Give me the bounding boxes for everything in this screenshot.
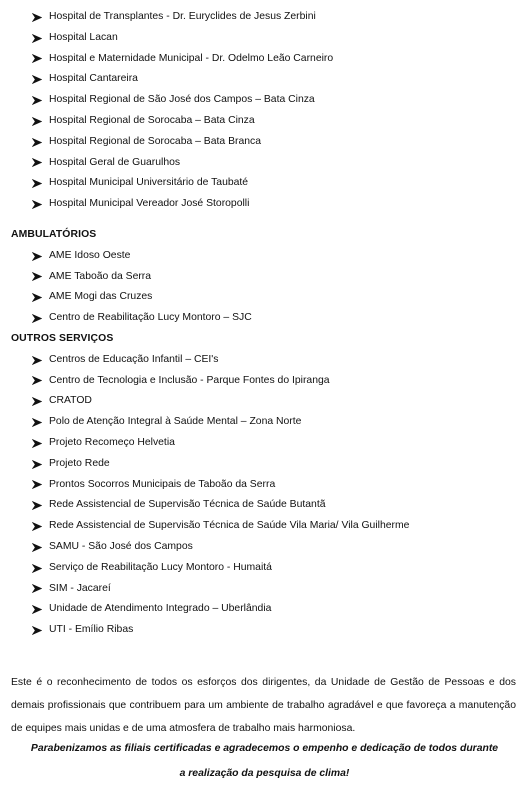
list-item-label: Unidade de Atendimento Integrado – Uberlândia bbox=[49, 603, 272, 615]
list-item-label: UTI - Emílio Ribas bbox=[49, 624, 134, 636]
list-item-label: Polo de Atenção Integral à Saúde Mental – Zona Norte bbox=[49, 416, 302, 428]
list-item bbox=[0, 111, 529, 132]
arrowhead-bullet-icon bbox=[31, 599, 43, 620]
section-title-outros-servicos: OUTROS SERVIÇOS bbox=[11, 333, 114, 344]
list-item bbox=[0, 433, 529, 454]
list-item-label: SAMU - São José dos Campos bbox=[49, 540, 193, 552]
list-item bbox=[0, 49, 529, 70]
list-item bbox=[0, 454, 529, 475]
hospitais-section bbox=[0, 7, 529, 215]
list-item bbox=[0, 620, 529, 641]
list-item bbox=[0, 90, 529, 111]
recognition-paragraph: Este é o reconhecimento de todos os esforços dos dirigentes, da Unidade de Gestão de Pessoas e dos demais profissionais que contribuem para um ambiente de trabalho agradável e que favoreça a manutenção de equipes mais unidas e de uma atmosfera de trabalho mais harmoniosa. bbox=[11, 677, 516, 735]
list-item-label: Projeto Recomeço Helvetia bbox=[49, 436, 175, 448]
list-item-label: Projeto Rede bbox=[49, 457, 110, 469]
outros-servicos-list bbox=[0, 350, 529, 641]
list-item-label: Hospital e Maternidade Municipal - Dr. Odelmo Leão Carneiro bbox=[49, 52, 334, 64]
arrowhead-bullet-icon bbox=[31, 132, 43, 153]
list-item bbox=[0, 267, 529, 288]
list-item-label: SIM - Jacareí bbox=[49, 582, 111, 594]
arrowhead-bullet-icon bbox=[31, 371, 43, 392]
list-item bbox=[0, 371, 529, 392]
arrowhead-bullet-icon bbox=[31, 69, 43, 90]
list-item-label: Hospital Municipal Vereador José Storopolli bbox=[49, 198, 250, 210]
arrowhead-bullet-icon bbox=[31, 111, 43, 132]
hospitais-list bbox=[0, 7, 529, 215]
list-item-label: Rede Assistencial de Supervisão Técnica de Saúde Butantã bbox=[49, 499, 326, 511]
list-item bbox=[0, 579, 529, 600]
list-item bbox=[0, 287, 529, 308]
list-item bbox=[0, 391, 529, 412]
list-item-label: Serviço de Reabilitação Lucy Montoro - Humaitá bbox=[49, 561, 272, 573]
list-item bbox=[0, 516, 529, 537]
list-item bbox=[0, 308, 529, 329]
arrowhead-bullet-icon bbox=[31, 153, 43, 174]
arrowhead-bullet-icon bbox=[31, 579, 43, 600]
list-item-label: Hospital Lacan bbox=[49, 31, 118, 43]
list-item bbox=[0, 28, 529, 49]
list-item bbox=[0, 246, 529, 267]
list-item-label: Hospital Municipal Universitário de Taubaté bbox=[49, 177, 249, 189]
arrowhead-bullet-icon bbox=[31, 495, 43, 516]
list-item bbox=[0, 537, 529, 558]
list-item-label: Centros de Educação Infantil – CEI's bbox=[49, 353, 219, 365]
list-item bbox=[0, 173, 529, 194]
arrowhead-bullet-icon bbox=[31, 308, 43, 329]
list-item bbox=[0, 599, 529, 620]
arrowhead-bullet-icon bbox=[31, 475, 43, 496]
arrowhead-bullet-icon bbox=[31, 391, 43, 412]
arrowhead-bullet-icon bbox=[31, 194, 43, 215]
list-item bbox=[0, 132, 529, 153]
arrowhead-bullet-icon bbox=[31, 267, 43, 288]
list-item bbox=[0, 69, 529, 90]
arrowhead-bullet-icon bbox=[31, 28, 43, 49]
ambulatorios-section bbox=[0, 225, 529, 329]
list-item-label: Hospital Geral de Guarulhos bbox=[49, 156, 181, 168]
list-item bbox=[0, 495, 529, 516]
list-item-label: Rede Assistencial de Supervisão Técnica de Saúde Vila Maria/ Vila Guilherme bbox=[49, 520, 410, 532]
list-item-label: Centro de Reabilitação Lucy Montoro – SJC bbox=[49, 312, 252, 324]
arrowhead-bullet-icon bbox=[31, 433, 43, 454]
arrowhead-bullet-icon bbox=[31, 412, 43, 433]
list-item-label: Hospital Regional de Sorocaba – Bata Branca bbox=[49, 135, 261, 147]
list-item-label: Centro de Tecnologia e Inclusão - Parque Fontes do Ipiranga bbox=[49, 374, 330, 386]
list-item bbox=[0, 153, 529, 174]
arrowhead-bullet-icon bbox=[31, 7, 43, 28]
arrowhead-bullet-icon bbox=[31, 454, 43, 475]
arrowhead-bullet-icon bbox=[31, 350, 43, 371]
arrowhead-bullet-icon bbox=[31, 49, 43, 70]
list-item-label: CRATOD bbox=[49, 395, 92, 407]
list-item bbox=[0, 558, 529, 579]
arrowhead-bullet-icon bbox=[31, 287, 43, 308]
list-item-label: Hospital Regional de Sorocaba – Bata Cinza bbox=[49, 114, 255, 126]
list-item-label: Hospital Cantareira bbox=[49, 73, 138, 85]
list-item-label: AME Mogi das Cruzes bbox=[49, 291, 153, 303]
ambulatorios-list bbox=[0, 246, 529, 329]
arrowhead-bullet-icon bbox=[31, 558, 43, 579]
arrowhead-bullet-icon bbox=[31, 516, 43, 537]
arrowhead-bullet-icon bbox=[31, 90, 43, 111]
arrowhead-bullet-icon bbox=[31, 537, 43, 558]
list-item-label: AME Idoso Oeste bbox=[49, 249, 131, 261]
list-item-label: Hospital Regional de São José dos Campos – Bata Cinza bbox=[49, 94, 315, 106]
outros-servicos-section bbox=[0, 329, 529, 641]
arrowhead-bullet-icon bbox=[31, 620, 43, 641]
list-item-label: Hospital de Transplantes - Dr. Euryclides de Jesus Zerbini bbox=[49, 11, 316, 22]
section-title-ambulatorios: AMBULATÓRIOS bbox=[11, 229, 97, 240]
list-item-label: Prontos Socorros Municipais de Taboão da Serra bbox=[49, 478, 276, 490]
arrowhead-bullet-icon bbox=[31, 173, 43, 194]
arrowhead-bullet-icon bbox=[31, 246, 43, 267]
list-item-label: AME Taboão da Serra bbox=[49, 270, 152, 282]
list-item bbox=[0, 7, 529, 28]
list-item bbox=[0, 350, 529, 371]
list-item bbox=[0, 412, 529, 433]
list-item bbox=[0, 194, 529, 215]
list-item bbox=[0, 475, 529, 496]
closing-message: Parabenizamos as filiais certificadas e agradecemos o empenho e dedicação de todos durante a realização da pesquisa de clima! bbox=[30, 743, 499, 780]
